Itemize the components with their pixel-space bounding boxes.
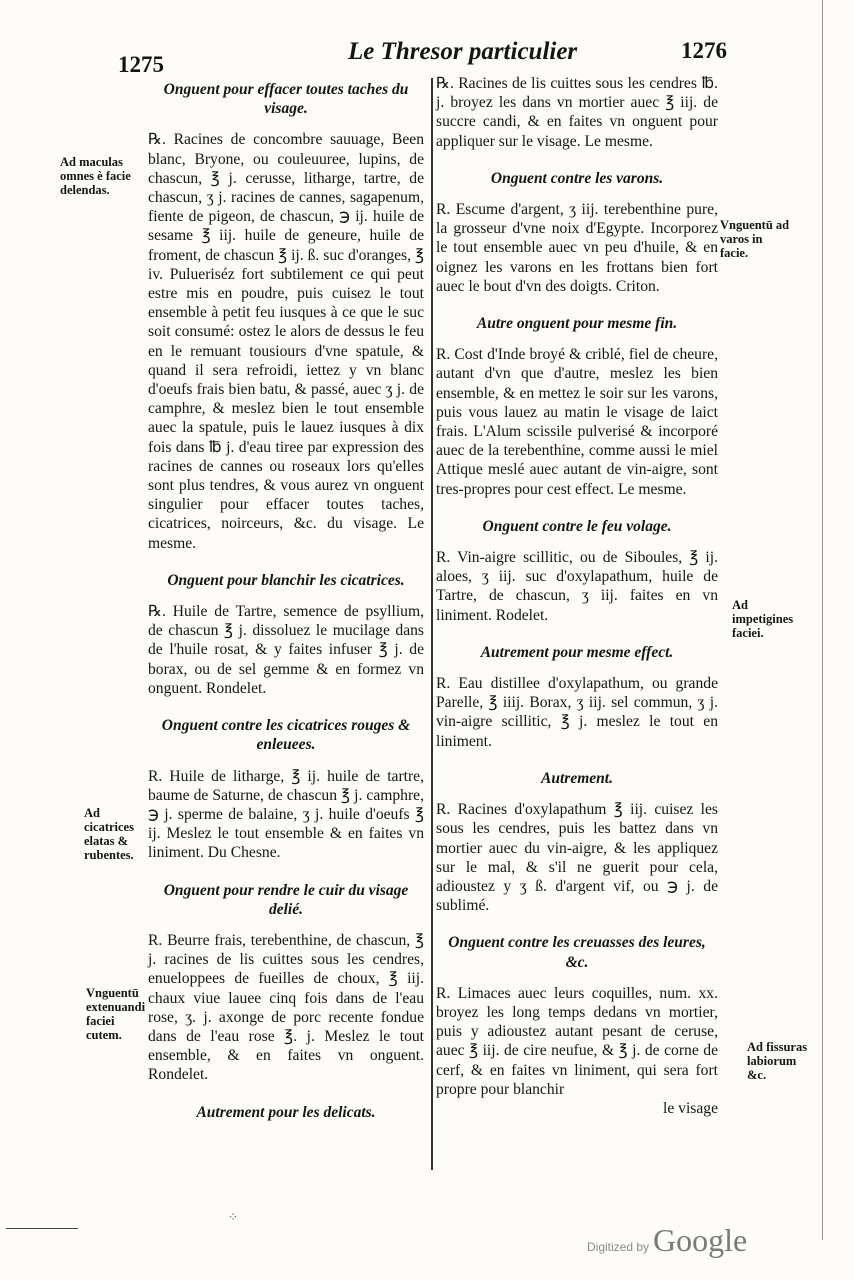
recipe-section [436, 314, 718, 499]
recipe-section [148, 571, 424, 698]
section-heading: Autrement. [541, 769, 613, 787]
section-heading: Onguent contre le feu volage. [482, 517, 672, 535]
recipe-text: R. Vin-aigre scillitic, ou de Siboules, ℥ ij. aloes, ʒ iij. suc d'oxylapathum, huile de Tartre, de chascun, ʒ iij. faites en vn liniment. Rodelet. [436, 549, 718, 624]
recipe-text: R. Escume d'argent, ʒ iij. terebenthine pure, la grosseur d'vne noix d'Egypte. Incorporez le tout ensemble auec vn peu d'huile, & en oignez les varons en les frottans bien fort auec le bout d'vn des doigts. Criton. [436, 201, 718, 295]
recipe-section [148, 80, 424, 553]
recipe-text: R. Eau distillee d'oxylapathum, ou grande Parelle, ℥ iiij. Borax, ʒ iij. sel commun, ʒ j. vin-aigre scillitic, ℥ j. meslez le tout en liniment. [436, 675, 718, 750]
right-column [436, 74, 718, 1118]
right-page-number: 1276 [681, 38, 727, 63]
recipe-section [436, 169, 718, 296]
recipe-text: R. Cost d'Inde broyé & criblé, fiel de cheure, autant d'vn que d'autre, meslez les bien ensemble, & en mettez le soir sur les varons, puis vous lauez au matin le visage de laict frais. L'Alum scissile pulverisé & incorporé auec de la terebenthine, comme aussi le miel Attique meslé auec autant de vin-aigre, sont tres-propres pour cest effect. Le mesme. [436, 346, 718, 498]
recipe-text: R. Huile de litharge, ℥ ij. huile de tartre, baume de Saturne, de chascun ℥ j. camphre, ℈ j. sperme de balaine, ʒ j. huile d'oeufs ℥ ij. Meslez le tout ensemble & en faites vn liniment. Du Chesne. [148, 767, 424, 862]
digitized-watermark [587, 1222, 747, 1259]
footer-rule [6, 1228, 78, 1229]
recipe-section [148, 881, 424, 1085]
section-heading: Onguent pour effacer toutes taches du visage. [163, 81, 409, 118]
section-heading: Onguent contre les varons. [490, 169, 664, 187]
recipe-section [436, 643, 718, 751]
recipe-text: ℞. Huile de Tartre, semence de psyllium, de chascun ℥ j. dissoluez le mucilage dans de l'huile rosat, & y faites infuser ℥ j. de borax, ou de sel gemme & en formez vn onguent. Rondelet. [148, 603, 424, 697]
section-heading: Autrement pour mesme effect. [480, 643, 674, 661]
recipe-text: ℞. Racines de concombre sauuage, Been blanc, Bryone, ou couleuuree, lupins, de chascun, ℥ j. cerusse, litharge, tartre, de chascun, ʒ j. racines de cannes, sagapenum, fiente de pigeon, de chascun, ℈ ij. huile de sesame ℥ iij. huile de geneure, huile de froment, de chascun ℥ ij. ß. suc d'oranges, ℥ iv. Pulueriséz fort subtilement ce qui peut estre mis en poudre, puis cuisez le tout ensemble à petit feu iusques à ce que le suc soit consumé: ostez le alors de dessus le feu en le remuant tousiours d'vne spatule, & quand il sera refroidi, iettez y vn blanc d'oeufs frais bien batu, & passé, auec ʒ j. de camphre, & meslez bien le tout ensemble auec la spatule, puis le lauez iusques à dix fois dans ℔ j. d'eau tiree par expression des racines de cannes ou roseaux lors qu'elles sont plus tendres, & vous aurez vn onguent singulier pour effacer toutes taches, cicatrices, noirceurs, &c. du visage. Le mesme. [148, 131, 424, 552]
catchword: le visage [663, 1099, 718, 1117]
section-heading: Onguent contre les cicatrices rouges & enleuees. [161, 717, 411, 754]
google-logo: Google [653, 1222, 748, 1258]
watermark-by-text: Digitized by [587, 1240, 650, 1254]
margin-note: Ad fissuras labiorum &c. [747, 1040, 808, 1082]
running-title: Le Thresor particulier [348, 38, 578, 65]
recipe-text: R. Racines d'oxylapathum ℥ iij. cuisez les sous les cendres, puis les battez dans vn mortier auec du vin-aigre, & les appliquez sur le mal, & s'il ne guerit pour cela, adioustez y ʒ ß. d'argent vif, ou ℈ j. de sublimé. [436, 801, 718, 915]
section-heading: Autre onguent pour mesme fin. [476, 315, 678, 333]
recipe-section [436, 74, 718, 151]
recipe-section [148, 1103, 424, 1122]
section-heading: Autrement pour les delicats. [196, 1103, 376, 1121]
left-page-number: 1275 [118, 52, 164, 77]
column-divider [431, 78, 433, 1170]
section-heading: Onguent pour rendre le cuir du visage delié. [163, 881, 409, 918]
recipe-section [148, 716, 424, 862]
page-header [0, 38, 854, 78]
recipe-section [436, 769, 718, 915]
margin-note: Vnguentū extenuandi faciei cutem. [86, 986, 146, 1042]
recipe-text: ℞. Racines de lis cuittes sous les cendres ℔. j. broyez les dans vn mortier auec ℥ iij. de succre candi, & en faites vn onguent pour appliquer sur le visage. Le mesme. [436, 75, 718, 150]
page-edge-line [822, 0, 823, 1240]
margin-note: Vnguentū ad varos in facie. [720, 218, 790, 260]
left-column [148, 80, 424, 1134]
recipe-text: R. Limaces auec leurs coquilles, num. xx. broyez les long temps dedans vn mortier, puis y adioustez autant pesant de ceruse, auec ℥ iij. de cire neufue, & ℥ j. de corne de cerf, & en faites vn liniment, qui sera fort propre pour blanchir [436, 984, 718, 1098]
recipe-section [436, 517, 718, 625]
section-heading: Onguent contre les creuasses des leures, &c. [448, 934, 706, 971]
recipe-section [436, 933, 718, 1118]
section-heading: Onguent pour blanchir les cicatrices. [167, 571, 405, 589]
margin-note: Ad cicatrices elatas & rubentes. [84, 806, 134, 862]
recipe-text: R. Beurre frais, terebenthine, de chascun, ℥ j. racines de lis cuittes sous les cendres, enueloppees de fueilles de choux, ℥ iij. chaux viue lauee cinq fois dans de l'eau rose, ʒ. j. axonge de porc recente fondue dans de l'eau rose ℥. j. Meslez le tout ensemble, & en faites vn onguent. Rondelet. [148, 931, 424, 1084]
ink-blot: ⁘ [228, 1210, 239, 1224]
margin-note: Ad maculas omnes è facie delendas. [60, 155, 131, 197]
margin-note: Ad impetigines faciei. [732, 598, 794, 640]
